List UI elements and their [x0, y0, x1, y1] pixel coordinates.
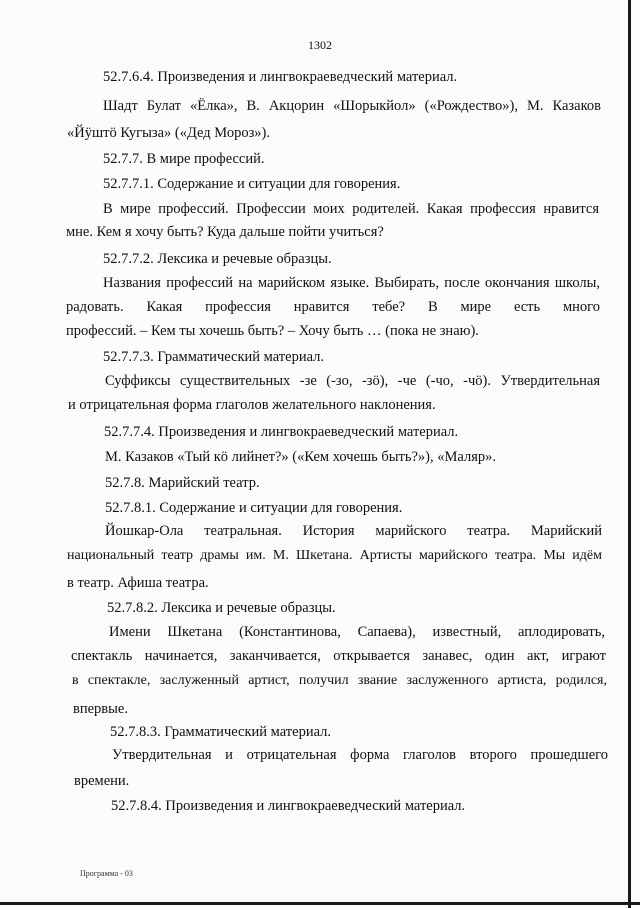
- text-line: Суффиксы существительных -зе (-зо, -зӧ), -че (-чо, -чӧ). Утвердительная: [105, 373, 600, 389]
- text-line: 52.7.8.3. Грамматический материал.: [110, 724, 331, 740]
- text-line: Названия профессий на марийском языке. Выбирать, после окончания школы,: [103, 275, 600, 291]
- scan-edge-bottom: [0, 902, 640, 905]
- text-line: радовать. Какая профессия нравится тебе? В мире есть много: [66, 299, 600, 315]
- text-line: 52.7.8.1. Содержание и ситуации для говорения.: [105, 500, 403, 516]
- text-line: 52.7.7.3. Грамматический материал.: [103, 349, 324, 365]
- text-line: спектакль начинается, заканчивается, открывается занавес, один акт, играют: [71, 648, 606, 664]
- text-line: 52.7.7.1. Содержание и ситуации для говорения.: [103, 176, 401, 192]
- text-line: Шадт Булат «Ёлка», В. Акцорин «Шорыкйол» («Рождество»), М. Казаков: [103, 98, 601, 114]
- text-line: 52.7.8. Марийский театр.: [105, 475, 260, 491]
- text-line: и отрицательная форма глаголов желательного наклонения.: [68, 397, 436, 413]
- text-line: впервые.: [73, 701, 128, 717]
- text-line: Йошкар-Ола театральная. История марийского театра. Марийский: [105, 523, 602, 539]
- text-line: времени.: [74, 773, 130, 789]
- page-number: 1302: [308, 38, 332, 52]
- text-line: профессий. – Кем ты хочешь быть? – Хочу быть … (пока не знаю).: [66, 323, 479, 339]
- text-line: Имени Шкетана (Константинова, Сапаева), известный, аплодировать,: [109, 624, 605, 640]
- text-line: 52.7.8.2. Лексика и речевые образцы.: [107, 600, 336, 616]
- text-line: национальный театр драмы им. М. Шкетана. Артисты марийского театра. Мы идём: [67, 548, 602, 563]
- text-line: в спектакле, заслуженный артист, получил звание заслуженного артиста, родился,: [72, 673, 607, 688]
- text-line: 52.7.7.4. Произведения и лингвокраеведческий материал.: [104, 424, 459, 440]
- text-line: в театр. Афиша театра.: [67, 575, 209, 591]
- text-line: 52.7.8.4. Произведения и лингвокраеведческий материал.: [111, 798, 466, 814]
- text-line: Утвердительная и отрицательная форма глаголов второго прошедшего: [112, 747, 608, 763]
- text-line: 52.7.6.4. Произведения и лингвокраеведческий материал.: [103, 69, 458, 85]
- text-line: В мире профессий. Профессии моих родителей. Какая профессия нравится: [103, 201, 599, 217]
- text-line: «Йӱштӧ Кугыза» («Дед Мороз»).: [67, 125, 271, 141]
- text-line: М. Казаков «Тый кӧ лийнет?» («Кем хочешь быть?»), «Маляр».: [105, 449, 496, 465]
- scan-edge-right: [628, 0, 631, 908]
- text-line: мне. Кем я хочу быть? Куда дальше пойти учиться?: [66, 224, 384, 240]
- text-line: 52.7.7.2. Лексика и речевые образцы.: [103, 251, 332, 267]
- text-line: 52.7.7. В мире профессий.: [103, 151, 265, 167]
- page-footer: Программа - 03: [80, 869, 133, 878]
